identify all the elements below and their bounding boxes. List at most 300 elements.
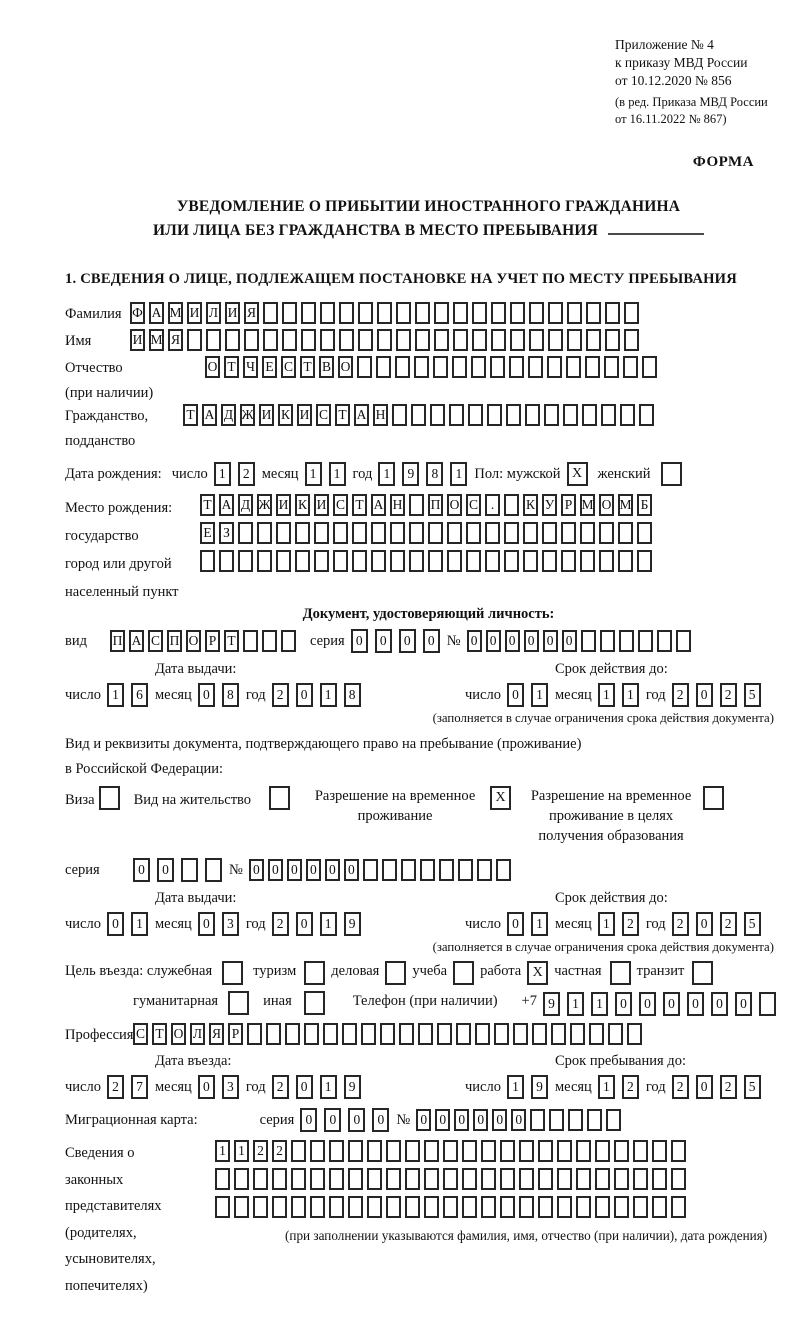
char-box[interactable]: 0	[296, 683, 313, 707]
char-box[interactable]: П	[428, 494, 443, 516]
char-box[interactable]	[589, 1023, 604, 1045]
char-box[interactable]	[266, 1023, 281, 1045]
char-box[interactable]	[257, 550, 272, 572]
checkbox-transit[interactable]	[692, 961, 713, 985]
char-box[interactable]	[295, 550, 310, 572]
char-box[interactable]	[430, 404, 445, 426]
char-box[interactable]	[453, 302, 468, 324]
char-box[interactable]	[377, 302, 392, 324]
char-box[interactable]	[462, 1196, 477, 1218]
char-box[interactable]: 2	[720, 683, 737, 707]
char-box[interactable]: 2	[253, 1140, 268, 1162]
char-box[interactable]: 0	[543, 630, 558, 652]
char-box[interactable]	[405, 1168, 420, 1190]
char-box[interactable]	[671, 1196, 686, 1218]
char-box[interactable]	[519, 1140, 534, 1162]
char-box[interactable]: 0	[696, 1075, 713, 1099]
char-box[interactable]: Я	[168, 329, 183, 351]
char-box[interactable]: С	[316, 404, 331, 426]
checkbox-visa[interactable]	[99, 786, 120, 810]
char-box[interactable]: Т	[200, 494, 215, 516]
char-box[interactable]	[433, 356, 448, 378]
char-box[interactable]	[348, 1140, 363, 1162]
char-box[interactable]	[548, 302, 563, 324]
char-box[interactable]	[310, 1196, 325, 1218]
char-box[interactable]: 8	[344, 683, 361, 707]
char-box[interactable]: 3	[222, 912, 239, 936]
char-box[interactable]	[490, 356, 505, 378]
char-box[interactable]	[371, 522, 386, 544]
char-box[interactable]	[377, 329, 392, 351]
char-box[interactable]	[504, 522, 519, 544]
char-box[interactable]: О	[186, 630, 201, 652]
char-box[interactable]: 0	[524, 630, 539, 652]
char-box[interactable]	[367, 1140, 382, 1162]
char-box[interactable]: 7	[131, 1075, 148, 1099]
char-box[interactable]: С	[281, 356, 296, 378]
char-box[interactable]	[390, 550, 405, 572]
char-box[interactable]	[576, 1196, 591, 1218]
char-box[interactable]	[567, 329, 582, 351]
char-box[interactable]: А	[202, 404, 217, 426]
char-box[interactable]	[399, 1023, 414, 1045]
char-box[interactable]	[570, 1023, 585, 1045]
char-box[interactable]	[477, 859, 492, 881]
char-box[interactable]	[225, 329, 240, 351]
char-box[interactable]	[253, 1168, 268, 1190]
char-box[interactable]	[414, 356, 429, 378]
char-box[interactable]	[481, 1168, 496, 1190]
char-box[interactable]	[481, 1196, 496, 1218]
char-box[interactable]: 0	[663, 992, 680, 1016]
char-box[interactable]	[509, 356, 524, 378]
char-box[interactable]	[566, 356, 581, 378]
char-box[interactable]	[466, 550, 481, 572]
char-box[interactable]: О	[599, 494, 614, 516]
char-box[interactable]	[409, 522, 424, 544]
char-box[interactable]: 0	[351, 629, 368, 653]
char-box[interactable]	[333, 550, 348, 572]
char-box[interactable]: 1	[215, 1140, 230, 1162]
char-box[interactable]	[475, 1023, 490, 1045]
char-box[interactable]	[320, 329, 335, 351]
char-box[interactable]	[504, 494, 519, 516]
char-box[interactable]	[605, 329, 620, 351]
char-box[interactable]	[549, 1109, 564, 1131]
char-box[interactable]	[329, 1168, 344, 1190]
char-box[interactable]: 3	[222, 1075, 239, 1099]
char-box[interactable]: Т	[224, 356, 239, 378]
char-box[interactable]	[187, 329, 202, 351]
char-box[interactable]: Т	[300, 356, 315, 378]
char-box[interactable]	[443, 1168, 458, 1190]
char-box[interactable]	[519, 1168, 534, 1190]
char-box[interactable]: 0	[198, 1075, 215, 1099]
char-box[interactable]	[510, 302, 525, 324]
char-box[interactable]: 1	[567, 992, 584, 1016]
char-box[interactable]	[563, 404, 578, 426]
char-box[interactable]: 0	[454, 1109, 469, 1131]
char-box[interactable]	[380, 1023, 395, 1045]
char-box[interactable]	[652, 1196, 667, 1218]
char-box[interactable]	[282, 329, 297, 351]
char-box[interactable]: 1	[598, 1075, 615, 1099]
char-box[interactable]: 5	[744, 912, 761, 936]
char-box[interactable]: 0	[492, 1109, 507, 1131]
char-box[interactable]	[759, 992, 776, 1016]
char-box[interactable]	[639, 404, 654, 426]
char-box[interactable]: Ж	[240, 404, 255, 426]
char-box[interactable]	[671, 1140, 686, 1162]
char-box[interactable]	[481, 1140, 496, 1162]
char-box[interactable]	[614, 1196, 629, 1218]
char-box[interactable]	[428, 522, 443, 544]
char-box[interactable]: Я	[209, 1023, 224, 1045]
char-box[interactable]	[357, 356, 372, 378]
char-box[interactable]: И	[130, 329, 145, 351]
char-box[interactable]: С	[466, 494, 481, 516]
char-box[interactable]: В	[319, 356, 334, 378]
checkbox-temp-permit[interactable]: X	[490, 786, 511, 810]
char-box[interactable]	[567, 302, 582, 324]
checkbox-sex-female[interactable]	[661, 462, 682, 486]
char-box[interactable]: 0	[562, 630, 577, 652]
char-box[interactable]	[339, 329, 354, 351]
char-box[interactable]	[339, 302, 354, 324]
char-box[interactable]: 0	[300, 1108, 317, 1132]
char-box[interactable]	[491, 329, 506, 351]
char-box[interactable]	[652, 1168, 667, 1190]
char-box[interactable]	[276, 550, 291, 572]
char-box[interactable]	[576, 1140, 591, 1162]
char-box[interactable]: С	[133, 1023, 148, 1045]
char-box[interactable]	[587, 1109, 602, 1131]
char-box[interactable]	[390, 522, 405, 544]
char-box[interactable]: 2	[272, 912, 289, 936]
char-box[interactable]: 1	[450, 462, 467, 486]
char-box[interactable]	[456, 1023, 471, 1045]
char-box[interactable]: И	[297, 404, 312, 426]
char-box[interactable]: 0	[287, 859, 302, 881]
char-box[interactable]	[452, 356, 467, 378]
char-box[interactable]	[500, 1140, 515, 1162]
char-box[interactable]	[295, 522, 310, 544]
char-box[interactable]	[657, 630, 672, 652]
char-box[interactable]: 6	[131, 683, 148, 707]
char-box[interactable]: М	[168, 302, 183, 324]
char-box[interactable]: С	[148, 630, 163, 652]
checkbox-sex-male[interactable]: X	[567, 462, 588, 486]
char-box[interactable]	[367, 1196, 382, 1218]
char-box[interactable]: Ф	[130, 302, 145, 324]
char-box[interactable]: М	[618, 494, 633, 516]
char-box[interactable]	[557, 1168, 572, 1190]
char-box[interactable]	[462, 1168, 477, 1190]
char-box[interactable]	[238, 522, 253, 544]
char-box[interactable]: 0	[268, 859, 283, 881]
char-box[interactable]	[386, 1196, 401, 1218]
char-box[interactable]: 2	[672, 912, 689, 936]
char-box[interactable]: К	[278, 404, 293, 426]
char-box[interactable]	[582, 404, 597, 426]
char-box[interactable]	[348, 1168, 363, 1190]
char-box[interactable]	[487, 404, 502, 426]
char-box[interactable]: 0	[296, 1075, 313, 1099]
char-box[interactable]	[532, 1023, 547, 1045]
char-box[interactable]	[551, 1023, 566, 1045]
char-box[interactable]: 0	[505, 630, 520, 652]
char-box[interactable]: Д	[238, 494, 253, 516]
char-box[interactable]	[519, 1196, 534, 1218]
char-box[interactable]	[624, 329, 639, 351]
char-box[interactable]: 0	[198, 683, 215, 707]
char-box[interactable]	[595, 1196, 610, 1218]
char-box[interactable]: 0	[157, 858, 174, 882]
char-box[interactable]	[561, 522, 576, 544]
char-box[interactable]	[624, 302, 639, 324]
char-box[interactable]: И	[314, 494, 329, 516]
char-box[interactable]	[586, 329, 601, 351]
char-box[interactable]: Д	[221, 404, 236, 426]
checkbox-private[interactable]	[610, 961, 631, 985]
char-box[interactable]: 2	[720, 912, 737, 936]
char-box[interactable]: 5	[744, 683, 761, 707]
char-box[interactable]	[342, 1023, 357, 1045]
char-box[interactable]	[472, 302, 487, 324]
char-box[interactable]	[606, 1109, 621, 1131]
char-box[interactable]: А	[219, 494, 234, 516]
char-box[interactable]: 5	[744, 1075, 761, 1099]
char-box[interactable]	[599, 550, 614, 572]
char-box[interactable]	[206, 329, 221, 351]
char-box[interactable]	[538, 1168, 553, 1190]
char-box[interactable]	[424, 1140, 439, 1162]
char-box[interactable]: Е	[200, 522, 215, 544]
char-box[interactable]	[529, 329, 544, 351]
char-box[interactable]: А	[149, 302, 164, 324]
checkbox-business[interactable]	[385, 961, 406, 985]
char-box[interactable]: 0	[198, 912, 215, 936]
char-box[interactable]	[485, 522, 500, 544]
char-box[interactable]	[301, 329, 316, 351]
char-box[interactable]	[600, 630, 615, 652]
char-box[interactable]	[523, 522, 538, 544]
char-box[interactable]: 0	[107, 912, 124, 936]
char-box[interactable]	[580, 550, 595, 572]
char-box[interactable]	[253, 1196, 268, 1218]
char-box[interactable]: 2	[672, 683, 689, 707]
char-box[interactable]: 0	[467, 630, 482, 652]
char-box[interactable]	[595, 1140, 610, 1162]
char-box[interactable]: Т	[152, 1023, 167, 1045]
char-box[interactable]: 2	[107, 1075, 124, 1099]
char-box[interactable]: М	[149, 329, 164, 351]
char-box[interactable]	[633, 1196, 648, 1218]
char-box[interactable]	[281, 630, 296, 652]
char-box[interactable]	[676, 630, 691, 652]
char-box[interactable]: 1	[305, 462, 322, 486]
char-box[interactable]	[348, 1196, 363, 1218]
checkbox-work[interactable]: X	[527, 961, 548, 985]
char-box[interactable]: 2	[272, 1140, 287, 1162]
char-box[interactable]: 2	[720, 1075, 737, 1099]
char-box[interactable]	[605, 302, 620, 324]
char-box[interactable]	[215, 1168, 230, 1190]
char-box[interactable]	[633, 1168, 648, 1190]
char-box[interactable]	[500, 1196, 515, 1218]
char-box[interactable]: О	[205, 356, 220, 378]
char-box[interactable]: О	[171, 1023, 186, 1045]
char-box[interactable]: 0	[507, 683, 524, 707]
char-box[interactable]	[333, 522, 348, 544]
char-box[interactable]: А	[129, 630, 144, 652]
char-box[interactable]: И	[187, 302, 202, 324]
char-box[interactable]	[510, 329, 525, 351]
char-box[interactable]	[314, 522, 329, 544]
char-box[interactable]	[447, 550, 462, 572]
char-box[interactable]	[395, 356, 410, 378]
char-box[interactable]: 1	[591, 992, 608, 1016]
char-box[interactable]: Р	[228, 1023, 243, 1045]
char-box[interactable]: С	[333, 494, 348, 516]
char-box[interactable]	[471, 356, 486, 378]
char-box[interactable]	[247, 1023, 262, 1045]
char-box[interactable]: 9	[344, 1075, 361, 1099]
char-box[interactable]	[405, 1196, 420, 1218]
char-box[interactable]	[434, 302, 449, 324]
char-box[interactable]	[437, 1023, 452, 1045]
char-box[interactable]	[382, 859, 397, 881]
char-box[interactable]	[504, 550, 519, 572]
char-box[interactable]: К	[295, 494, 310, 516]
char-box[interactable]	[614, 1168, 629, 1190]
char-box[interactable]	[244, 329, 259, 351]
char-box[interactable]	[329, 1140, 344, 1162]
char-box[interactable]	[263, 302, 278, 324]
char-box[interactable]	[595, 1168, 610, 1190]
char-box[interactable]: 0	[296, 912, 313, 936]
char-box[interactable]: 0	[423, 629, 440, 653]
char-box[interactable]	[263, 329, 278, 351]
char-box[interactable]	[453, 329, 468, 351]
char-box[interactable]: 1	[598, 683, 615, 707]
char-box[interactable]	[361, 1023, 376, 1045]
char-box[interactable]	[576, 1168, 591, 1190]
char-box[interactable]: У	[542, 494, 557, 516]
char-box[interactable]	[458, 859, 473, 881]
char-box[interactable]	[272, 1168, 287, 1190]
char-box[interactable]	[219, 550, 234, 572]
char-box[interactable]	[618, 522, 633, 544]
char-box[interactable]	[352, 522, 367, 544]
char-box[interactable]: 1	[320, 1075, 337, 1099]
char-box[interactable]	[544, 404, 559, 426]
char-box[interactable]	[238, 550, 253, 572]
char-box[interactable]: 0	[507, 912, 524, 936]
char-box[interactable]: 1	[214, 462, 231, 486]
char-box[interactable]	[434, 329, 449, 351]
char-box[interactable]	[428, 550, 443, 572]
char-box[interactable]	[485, 550, 500, 572]
char-box[interactable]: Ж	[257, 494, 272, 516]
char-box[interactable]	[392, 404, 407, 426]
char-box[interactable]	[291, 1140, 306, 1162]
char-box[interactable]	[310, 1140, 325, 1162]
char-box[interactable]	[619, 630, 634, 652]
char-box[interactable]: 0	[696, 912, 713, 936]
char-box[interactable]: Т	[183, 404, 198, 426]
char-box[interactable]	[262, 630, 277, 652]
char-box[interactable]	[585, 356, 600, 378]
char-box[interactable]: 9	[402, 462, 419, 486]
char-box[interactable]: О	[447, 494, 462, 516]
char-box[interactable]	[415, 329, 430, 351]
char-box[interactable]	[506, 404, 521, 426]
char-box[interactable]	[443, 1140, 458, 1162]
char-box[interactable]	[272, 1196, 287, 1218]
char-box[interactable]: Р	[561, 494, 576, 516]
char-box[interactable]	[323, 1023, 338, 1045]
char-box[interactable]	[557, 1196, 572, 1218]
char-box[interactable]	[409, 550, 424, 572]
char-box[interactable]	[494, 1023, 509, 1045]
checkbox-temp-permit-edu[interactable]	[703, 786, 724, 810]
char-box[interactable]: Л	[190, 1023, 205, 1045]
char-box[interactable]	[291, 1196, 306, 1218]
char-box[interactable]: 1	[531, 683, 548, 707]
char-box[interactable]	[234, 1168, 249, 1190]
char-box[interactable]: Р	[205, 630, 220, 652]
char-box[interactable]	[367, 1168, 382, 1190]
char-box[interactable]	[304, 1023, 319, 1045]
char-box[interactable]	[358, 329, 373, 351]
char-box[interactable]	[637, 550, 652, 572]
char-box[interactable]: 1	[107, 683, 124, 707]
char-box[interactable]: 1	[131, 912, 148, 936]
char-box[interactable]	[396, 329, 411, 351]
char-box[interactable]: 1	[320, 912, 337, 936]
char-box[interactable]	[529, 302, 544, 324]
char-box[interactable]: З	[219, 522, 234, 544]
char-box[interactable]	[181, 858, 198, 882]
char-box[interactable]: 2	[672, 1075, 689, 1099]
char-box[interactable]: И	[276, 494, 291, 516]
char-box[interactable]: 1	[598, 912, 615, 936]
char-box[interactable]	[301, 302, 316, 324]
char-box[interactable]	[627, 1023, 642, 1045]
char-box[interactable]	[542, 522, 557, 544]
char-box[interactable]	[401, 859, 416, 881]
char-box[interactable]	[466, 522, 481, 544]
char-box[interactable]: .	[485, 494, 500, 516]
char-box[interactable]: 9	[531, 1075, 548, 1099]
checkbox-tourism[interactable]	[304, 961, 325, 985]
char-box[interactable]	[614, 1140, 629, 1162]
char-box[interactable]	[557, 1140, 572, 1162]
char-box[interactable]	[418, 1023, 433, 1045]
char-box[interactable]	[618, 550, 633, 572]
checkbox-official[interactable]	[222, 961, 243, 985]
char-box[interactable]	[215, 1196, 230, 1218]
char-box[interactable]: Б	[637, 494, 652, 516]
char-box[interactable]: 0	[348, 1108, 365, 1132]
char-box[interactable]	[604, 356, 619, 378]
char-box[interactable]	[462, 1140, 477, 1162]
char-box[interactable]	[376, 356, 391, 378]
char-box[interactable]	[424, 1168, 439, 1190]
char-box[interactable]: 2	[272, 683, 289, 707]
char-box[interactable]: 0	[473, 1109, 488, 1131]
